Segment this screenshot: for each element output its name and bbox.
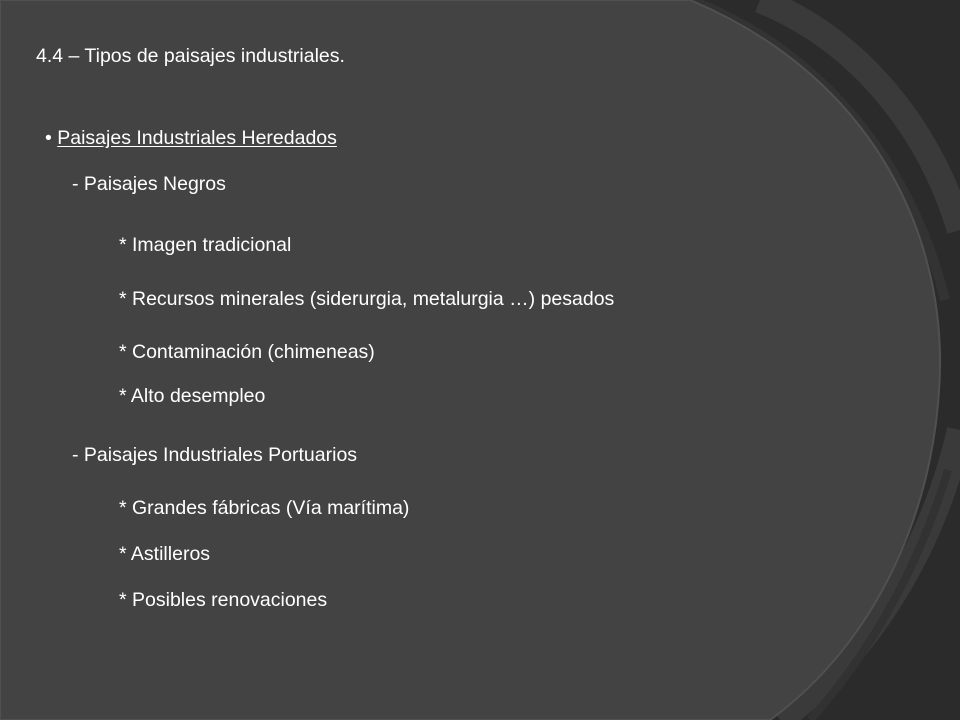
slide-title: 4.4 – Tipos de paisajes industriales. <box>36 45 345 67</box>
group-heading-paisajes-portuarios: - Paisajes Industriales Portuarios <box>72 444 358 466</box>
list-item: * Recursos minerales (siderurgia, metalurgia …) pesados <box>119 288 615 310</box>
section-heading <box>45 126 337 150</box>
list-item: * Grandes fábricas (Vía marítima) <box>119 497 410 519</box>
list-item: * Alto desempleo <box>119 385 266 407</box>
bullet-glyph: • <box>45 127 52 149</box>
list-item: * Astilleros <box>119 543 211 565</box>
list-item: * Imagen tradicional <box>119 234 292 256</box>
list-item: * Posibles renovaciones <box>119 589 328 611</box>
group-heading-paisajes-negros: - Paisajes Negros <box>72 173 226 195</box>
list-item: * Contaminación (chimeneas) <box>119 341 375 363</box>
section-heading-link[interactable]: Paisajes Industriales Heredados <box>57 127 337 149</box>
